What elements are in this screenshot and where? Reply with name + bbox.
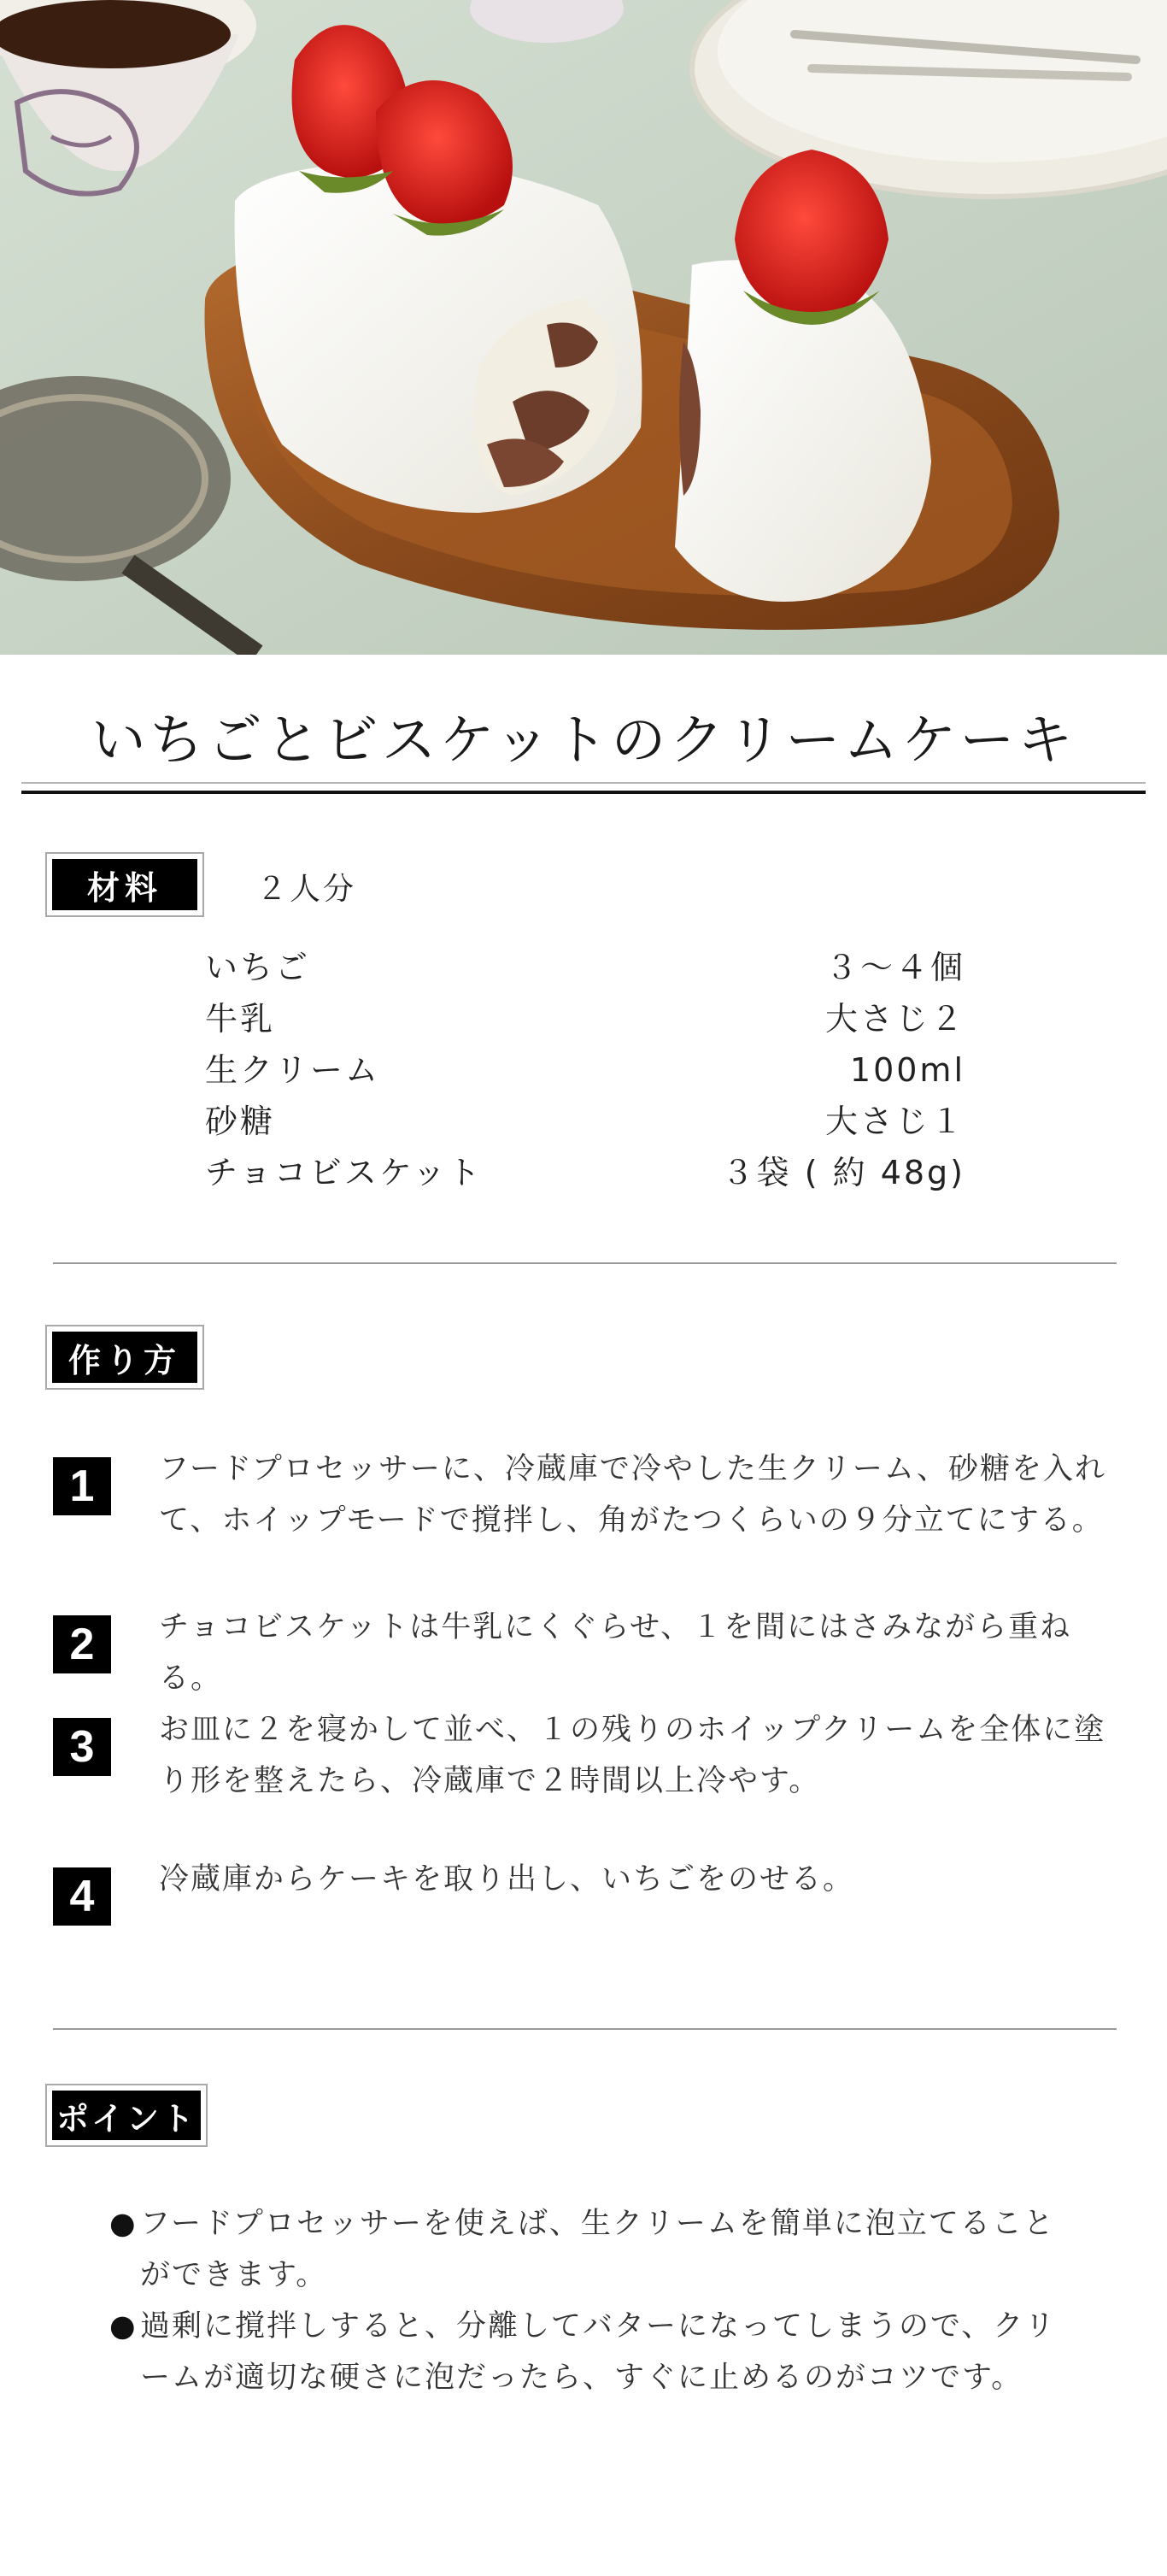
servings-text: ２人分	[256, 872, 357, 907]
ingredient-amount: 大さじ２	[824, 1000, 965, 1038]
point-label-box	[45, 2084, 208, 2147]
step-text: 冷蔵庫からケーキを取り出し、いちごをのせる。	[159, 1862, 855, 1897]
ingredients-list	[205, 942, 965, 1198]
ingredient-name: 生クリーム	[205, 1051, 381, 1089]
point-item	[109, 2301, 1066, 2403]
section-divider	[53, 1262, 1117, 1264]
ingredient-name: 牛乳	[205, 1000, 276, 1038]
method-label-box	[45, 1325, 204, 1390]
ingredient-amount: ３袋 ( 約 48g)	[721, 1154, 965, 1191]
ingredient-name: いちご	[205, 949, 311, 986]
bullet-icon: ●	[109, 2309, 138, 2344]
ingredient-amount: 100ml	[849, 1051, 965, 1089]
section-divider	[53, 2028, 1117, 2030]
page-title: いちごとビスケットのクリームケーキ	[91, 709, 1076, 773]
step-number: 3	[53, 1718, 111, 1776]
title-rule-thick	[21, 791, 1146, 794]
step-number: 4	[53, 1867, 111, 1926]
step-text: お皿に２を寝かして並べ、１の残りのホイップクリームを全体に塗り形を整えたら、冷蔵庫で２時間以上冷やす。	[159, 1713, 1106, 1798]
ingredient-row	[205, 1096, 965, 1147]
ingredients-label: 材料	[52, 859, 197, 910]
hero-photo	[0, 0, 1167, 655]
step-number: 1	[53, 1457, 111, 1515]
point-text: フードプロセッサーを使えば、生クリームを簡単に泡立てることができます。	[140, 2207, 1055, 2292]
point-item	[109, 2198, 1066, 2301]
step-text: フードプロセッサーに、冷蔵庫で冷やした生クリーム、砂糖を入れて、ホイップモードで撹拌し、角がたつくらいの９分立てにする。	[159, 1452, 1106, 1538]
point-text: 過剰に撹拌しすると、分離してバターになってしまうので、クリームが適切な硬さに泡だったら、すぐに止めるのがコツです。	[140, 2309, 1057, 2395]
ingredient-amount: ３～４個	[824, 949, 965, 986]
method-label: 作り方	[52, 1332, 197, 1383]
ingredient-name: 砂糖	[205, 1103, 276, 1140]
point-label: ポイント	[52, 2091, 201, 2140]
ingredient-row	[205, 1147, 965, 1198]
ingredient-row	[205, 993, 965, 1044]
step-number: 2	[53, 1615, 111, 1673]
title-rule-thin	[21, 782, 1146, 784]
ingredient-amount: 大さじ１	[824, 1103, 965, 1140]
bullet-icon: ●	[109, 2207, 138, 2241]
ingredients-label-box	[45, 852, 204, 917]
ingredient-row	[205, 1044, 965, 1096]
step-text: チョコビスケットは牛乳にくぐらせ、１を間にはさみながら重ねる。	[159, 1610, 1072, 1696]
ingredient-name: チョコビスケット	[205, 1154, 483, 1191]
ingredient-row	[205, 942, 965, 993]
cake-photo-illustration	[0, 0, 1167, 655]
